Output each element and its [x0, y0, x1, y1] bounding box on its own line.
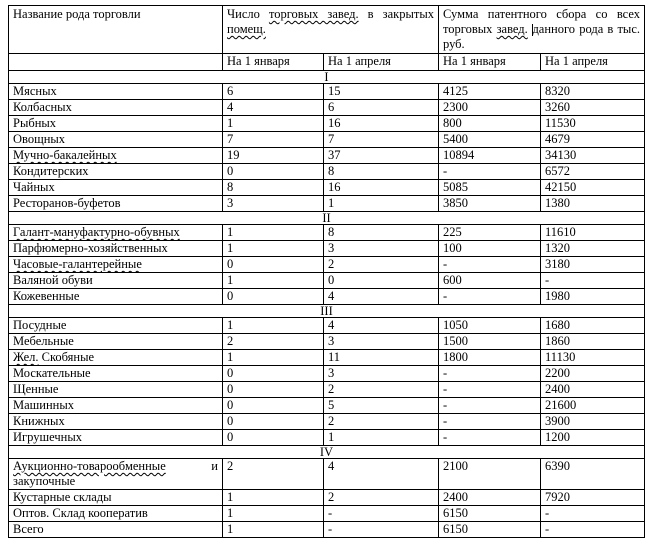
trade-type-label: Мучно-бакалейных	[13, 148, 117, 162]
value-cell: 16	[324, 180, 439, 196]
table-row	[9, 100, 645, 116]
value-cell: 225	[439, 225, 541, 241]
value-cell: -	[439, 430, 541, 446]
value-cell: 1380	[541, 196, 645, 212]
value-cell: 15	[324, 84, 439, 100]
value-cell: 0	[223, 257, 324, 273]
value-cell: 8	[324, 225, 439, 241]
header-row-sub	[9, 54, 645, 71]
value-cell: 3	[324, 366, 439, 382]
trade-type-cell	[9, 382, 223, 398]
value-cell: 2100	[439, 459, 541, 490]
trade-type-label: Кожевенные	[13, 289, 80, 303]
trade-type-cell	[9, 132, 223, 148]
value-cell: -	[439, 257, 541, 273]
table-row	[9, 334, 645, 350]
value-cell: 1	[223, 273, 324, 289]
value-cell: 1	[223, 490, 324, 506]
value-cell: 4	[324, 318, 439, 334]
table-body	[9, 71, 645, 538]
trade-statistics-table	[8, 5, 645, 538]
trade-type-label: Жел. Скобяные	[13, 350, 95, 364]
header-trade-name: Название рода торговли	[9, 6, 223, 54]
value-cell: 4	[324, 459, 439, 490]
value-cell: 6150	[439, 522, 541, 538]
value-cell: 21600	[541, 398, 645, 414]
trade-type-cell	[9, 180, 223, 196]
value-cell: 5085	[439, 180, 541, 196]
trade-type-label: Аукционно-товарообменные	[13, 459, 166, 473]
section-label: II	[9, 212, 645, 225]
value-cell: 7920	[541, 490, 645, 506]
table-row	[9, 164, 645, 180]
table-row	[9, 430, 645, 446]
value-cell: 7	[223, 132, 324, 148]
value-cell: 19	[223, 148, 324, 164]
value-cell: 1680	[541, 318, 645, 334]
header-count-jan: На 1 января	[223, 54, 324, 71]
value-cell: 5	[324, 398, 439, 414]
value-cell: -	[541, 273, 645, 289]
value-cell: 2400	[541, 382, 645, 398]
table-row	[9, 318, 645, 334]
value-cell: -	[439, 164, 541, 180]
value-cell: 100	[439, 241, 541, 257]
header-empty-cell	[9, 54, 223, 71]
trade-type-cell	[9, 164, 223, 180]
table-row	[9, 522, 645, 538]
header-sum-wavy: завед.	[496, 22, 528, 36]
trade-type-label: Мебельные	[13, 334, 74, 348]
header-count	[223, 6, 439, 54]
table-header	[9, 6, 645, 71]
trade-type-cell	[9, 398, 223, 414]
value-cell: 2	[223, 459, 324, 490]
table-row	[9, 382, 645, 398]
value-cell: 0	[223, 164, 324, 180]
trade-type-cell	[9, 289, 223, 305]
value-cell: 0	[223, 289, 324, 305]
value-cell: 6572	[541, 164, 645, 180]
table-row	[9, 289, 645, 305]
trade-type-label: Парфюмерно-хозяйственных	[13, 241, 168, 255]
trade-type-cell	[9, 334, 223, 350]
table-row	[9, 350, 645, 366]
trade-type-cell	[9, 257, 223, 273]
trade-type-label-line2: закупочные	[13, 474, 76, 488]
value-cell: 4	[223, 100, 324, 116]
table-row	[9, 257, 645, 273]
value-cell: 1	[223, 318, 324, 334]
value-cell: 11530	[541, 116, 645, 132]
trade-type-label: Игрушечных	[13, 430, 82, 444]
value-cell: 42150	[541, 180, 645, 196]
value-cell: 3	[223, 196, 324, 212]
value-cell: 1860	[541, 334, 645, 350]
value-cell: 1	[223, 225, 324, 241]
value-cell: 2	[324, 414, 439, 430]
trade-type-cell	[9, 148, 223, 164]
value-cell: 1	[223, 241, 324, 257]
table-row	[9, 414, 645, 430]
trade-type-label: Всего	[13, 522, 44, 536]
value-cell: 3	[324, 241, 439, 257]
value-cell: 6150	[439, 506, 541, 522]
value-cell: 2300	[439, 100, 541, 116]
value-cell: 3850	[439, 196, 541, 212]
value-cell: 5400	[439, 132, 541, 148]
value-cell: 1	[223, 506, 324, 522]
trade-type-label: Книжных	[13, 414, 65, 428]
trade-type-cell	[9, 225, 223, 241]
value-cell: 0	[223, 430, 324, 446]
table-row	[9, 180, 645, 196]
section-row	[9, 446, 645, 459]
table-row	[9, 366, 645, 382]
value-cell: 3	[324, 334, 439, 350]
value-cell: -	[439, 414, 541, 430]
value-cell: 2	[324, 257, 439, 273]
value-cell: 6390	[541, 459, 645, 490]
value-cell: 1500	[439, 334, 541, 350]
value-cell: 8	[223, 180, 324, 196]
section-label: III	[9, 305, 645, 318]
value-cell: 6	[223, 84, 324, 100]
value-cell: 1320	[541, 241, 645, 257]
trade-type-label: Кондитерских	[13, 164, 89, 178]
trade-type-label: Часовые-галантерейные	[13, 257, 142, 271]
trade-type-label: Москательные	[13, 366, 91, 380]
value-cell: 0	[223, 366, 324, 382]
header-sum-apr: На 1 апреля	[541, 54, 645, 71]
header-count-text-2: в закрытых	[358, 7, 434, 21]
value-cell: 2400	[439, 490, 541, 506]
table-row	[9, 132, 645, 148]
table-row	[9, 116, 645, 132]
value-cell: 11	[324, 350, 439, 366]
trade-type-label-continued: и	[211, 459, 218, 473]
trade-type-label: Валяной обуви	[13, 273, 93, 287]
value-cell: 6	[324, 100, 439, 116]
trade-type-label: Посудные	[13, 318, 67, 332]
trade-type-label: Щенные	[13, 382, 59, 396]
trade-type-label: Оптов. Склад кооператив	[13, 506, 148, 520]
value-cell: -	[324, 522, 439, 538]
trade-type-cell	[9, 241, 223, 257]
trade-type-label: Галант-мануфактурно-обувных	[13, 225, 180, 239]
value-cell: 4679	[541, 132, 645, 148]
table-row	[9, 241, 645, 257]
table-row	[9, 490, 645, 506]
trade-type-cell	[9, 350, 223, 366]
value-cell: 1	[324, 430, 439, 446]
section-label: I	[9, 71, 645, 84]
value-cell: 2	[324, 490, 439, 506]
table-row	[9, 273, 645, 289]
section-row	[9, 212, 645, 225]
trade-type-cell	[9, 273, 223, 289]
value-cell: 0	[223, 398, 324, 414]
value-cell: 16	[324, 116, 439, 132]
header-row-main	[9, 6, 645, 54]
value-cell: 10894	[439, 148, 541, 164]
value-cell: -	[439, 382, 541, 398]
value-cell: -	[541, 506, 645, 522]
value-cell: 3260	[541, 100, 645, 116]
header-sum-text-2: данного рода в тыс. руб.	[443, 22, 641, 51]
section-row	[9, 71, 645, 84]
header-sum-jan: На 1 января	[439, 54, 541, 71]
trade-type-cell	[9, 522, 223, 538]
trade-type-cell	[9, 506, 223, 522]
trade-type-label: Мясных	[13, 84, 57, 98]
table-row	[9, 148, 645, 164]
value-cell: 1050	[439, 318, 541, 334]
value-cell: 1200	[541, 430, 645, 446]
value-cell: 800	[439, 116, 541, 132]
section-label: IV	[9, 446, 645, 459]
header-sum-text: Сумма патентного сбора со всех торговых	[443, 7, 640, 36]
value-cell: 2	[324, 382, 439, 398]
trade-type-cell	[9, 459, 223, 490]
table-row	[9, 459, 645, 490]
table-row	[9, 196, 645, 212]
value-cell: 1	[223, 116, 324, 132]
trade-type-label: Ресторанов-буфетов	[13, 196, 121, 210]
trade-type-label: Чайных	[13, 180, 55, 194]
value-cell: 0	[223, 414, 324, 430]
trade-type-cell	[9, 366, 223, 382]
trade-type-cell	[9, 196, 223, 212]
header-count-text: Число	[227, 7, 269, 21]
trade-type-cell	[9, 490, 223, 506]
value-cell: 1	[223, 350, 324, 366]
value-cell: 1800	[439, 350, 541, 366]
trade-type-cell	[9, 414, 223, 430]
value-cell: 8	[324, 164, 439, 180]
value-cell: 7	[324, 132, 439, 148]
trade-type-cell	[9, 116, 223, 132]
value-cell: 4125	[439, 84, 541, 100]
value-cell: 3180	[541, 257, 645, 273]
value-cell: 11610	[541, 225, 645, 241]
value-cell: 2200	[541, 366, 645, 382]
table-row	[9, 506, 645, 522]
trade-type-cell	[9, 318, 223, 334]
value-cell: 1980	[541, 289, 645, 305]
trade-type-label: Рыбных	[13, 116, 57, 130]
value-cell: -	[439, 398, 541, 414]
trade-type-label: Машинных	[13, 398, 75, 412]
value-cell: -	[541, 522, 645, 538]
value-cell: 37	[324, 148, 439, 164]
section-row	[9, 305, 645, 318]
header-count-wavy-1: торговых завед.	[268, 7, 359, 21]
value-cell: -	[439, 289, 541, 305]
value-cell: 600	[439, 273, 541, 289]
value-cell: 11130	[541, 350, 645, 366]
value-cell: 4	[324, 289, 439, 305]
value-cell: -	[439, 366, 541, 382]
value-cell: 1	[223, 522, 324, 538]
trade-type-label: Овощных	[13, 132, 66, 146]
trade-type-cell	[9, 84, 223, 100]
header-count-wavy-2: помещ.	[227, 22, 266, 36]
value-cell: 8320	[541, 84, 645, 100]
trade-type-cell	[9, 430, 223, 446]
value-cell: 2	[223, 334, 324, 350]
table-row	[9, 398, 645, 414]
value-cell: -	[324, 506, 439, 522]
trade-type-label: Колбасных	[13, 100, 72, 114]
table-row	[9, 84, 645, 100]
value-cell: 3900	[541, 414, 645, 430]
value-cell: 34130	[541, 148, 645, 164]
table-row	[9, 225, 645, 241]
value-cell: 1	[324, 196, 439, 212]
value-cell: 0	[223, 382, 324, 398]
value-cell: 0	[324, 273, 439, 289]
trade-type-label: Кустарные склады	[13, 490, 112, 504]
header-count-apr: На 1 апреля	[324, 54, 439, 71]
trade-type-cell	[9, 100, 223, 116]
header-sum	[439, 6, 645, 54]
